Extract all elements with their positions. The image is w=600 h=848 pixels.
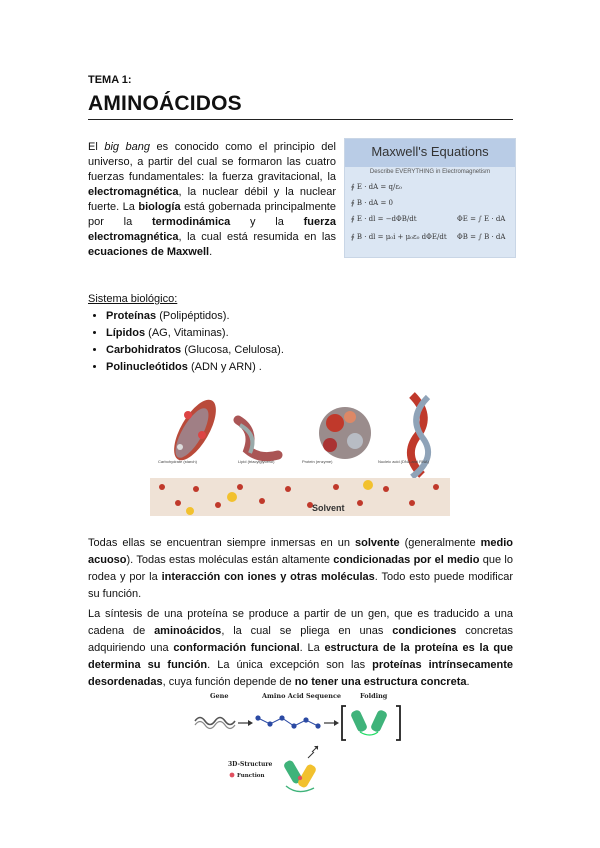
maxwell-eq-gauss: ∮ E · dA = q/ε₀ [351, 183, 402, 191]
gene-label: Gene [210, 692, 229, 700]
maxwell-eq-magnetism: ∮ B · dA = 0 [351, 199, 393, 207]
solvent-paragraph: Todas ellas se encuentran siempre inmersas en un solvente (generalmente medio acuoso). Todas estas moléculas están altamente condicionadas por el medio que lo rodea y por la interacción con iones y otras moléculas. Todo esto puede modificar su función. [88, 537, 513, 600]
label-carbohydrate: Carbohydrate (starch) [158, 459, 197, 464]
maxwell-title: Maxwell's Equations [371, 144, 489, 159]
protein-folding-diagram [190, 688, 420, 798]
solvent-band [150, 478, 450, 516]
function-label: Function [237, 773, 265, 779]
label-protein: Protein (enzyme) [302, 459, 333, 464]
protein-synthesis-paragraph: La síntesis de una proteína se produce a partir de un gen, que es traducido a una cadena de aminoácidos, la cual se pliega en unas condiciones concretas adquiriendo una conformación funcional. La estructura de la proteína es la que determina su función. La única excepción son las proteínas intrínsecamente desordenadas, cuya función depende de no tener una estructura concreta. [88, 608, 513, 688]
list-item: • Proteínas (Polipéptidos). [106, 308, 284, 325]
biological-system-section [88, 293, 284, 376]
refold-arrows-icon [308, 746, 318, 758]
folding-label: Folding [360, 692, 388, 700]
solvent-label: Solvent [312, 503, 345, 513]
list-item: • Lípidos (AG, Vitaminas). [106, 325, 284, 342]
title-underline [88, 119, 513, 120]
system-heading: Sistema biológico: [88, 293, 178, 305]
intro-paragraph: El big bang es conocido como el principio del universo, a partir del cual se formaron las cuatro fuerzas fundamentales: la fuerza gravitacional, la electromagnética, la nuclear débil y la nuclear fuerte. La biología está gobernada principalmente por la termodinámica y la fuerza electromagnética, la cual está resumida en las ecuaciones de Maxwell. [88, 141, 337, 258]
function-dot-icon [230, 773, 235, 778]
biomolecules-in-solvent-image [150, 375, 450, 530]
label-lipid: Lipid (triacylglycerol) [238, 459, 275, 464]
page-title: AMINOÁCIDOS [88, 92, 242, 115]
maxwell-equations-image [344, 138, 516, 258]
aa-sequence-label: Amino Acid Sequence [262, 692, 342, 700]
folded-3d-structure-icon [283, 759, 318, 791]
maxwell-eq-flux-e: ΦE = ∫ E · dA [457, 215, 506, 223]
gene-wave-icon [195, 718, 235, 725]
system-list [88, 308, 284, 376]
list-item: • Polinucleótidos (ADN y ARN) . [106, 359, 284, 376]
maxwell-eq-faraday: ∮ E · dl = −dΦB/dt [351, 215, 417, 223]
amino-acid-chain-icon [255, 715, 320, 728]
list-item: • Carbohidratos (Glucosa, Celulosa). [106, 342, 284, 359]
structure-label: 3D-Structure [228, 761, 273, 768]
folding-bracket-icon [342, 706, 400, 740]
maxwell-eq-ampere: ∮ B · dl = μ₀i + μ₀ε₀ dΦE/dt [351, 233, 447, 241]
topic-kicker: TEMA 1: [88, 74, 132, 86]
label-nucleic-acid: Nucleic acid (DNA and RNA) [378, 459, 429, 464]
maxwell-subtitle: Describe EVERYTHING in Electromagnetism [369, 169, 491, 175]
protein-molecule-icon [319, 407, 371, 459]
maxwell-eq-flux-b: ΦB = ∫ B · dA [457, 233, 506, 241]
